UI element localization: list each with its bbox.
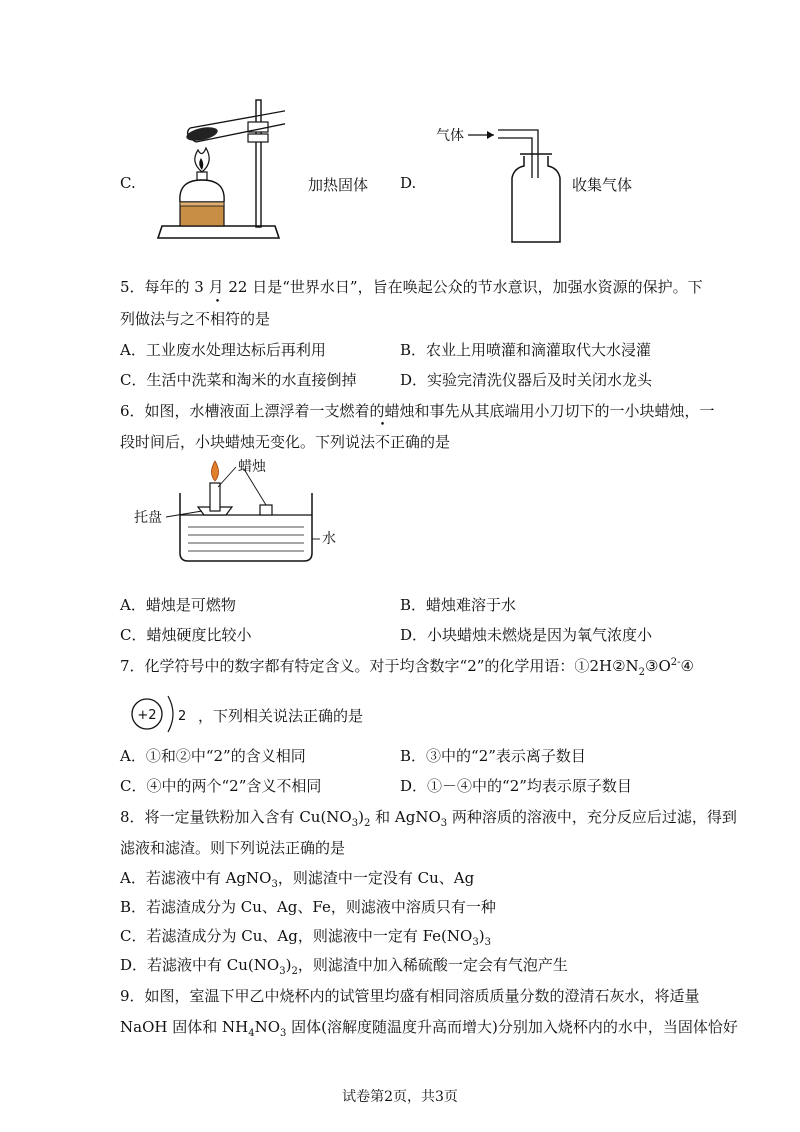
electron-count: 2	[178, 709, 187, 724]
q6-option-a: A．蜡烛是可燃物	[120, 596, 236, 614]
q5-option-b: B．农业上用喷灌和滴灌取代大水浸灌	[400, 341, 652, 359]
option-c-caption: 加热固体	[308, 176, 369, 194]
q8-line2: 滤液和滤渣。则下列说法正确的是	[120, 839, 346, 857]
q5-option-d: D．实验完清洗仪器后及时关闭水龙头	[400, 371, 653, 389]
q5-option-c: C．生活中洗菜和淘米的水直接倒掉	[120, 371, 357, 389]
q5-line1: 5．每年的 3 月 22 日是“世界水日”，旨在唤起公众的节水意识，加强水资源的保护。下	[120, 278, 703, 296]
q7-line1-text: 7．化学符号中的数字都有特定含义。对于均含数字“2”的化学用语：①	[120, 657, 590, 675]
q7-circle-4: ④	[680, 657, 694, 675]
candle-water-tank-figure	[132, 455, 362, 570]
q8-option-c: C．若滤渣成分为 Cu、Ag，则滤液中一定有 $Fe(NO_3)_3$	[120, 927, 491, 948]
page-footer: 试卷第2页，共3页	[342, 1089, 458, 1105]
q5-option-a: A．工业废水处理达标后再利用	[120, 341, 326, 359]
q8-option-a: A．若滤液中有 AgNO$_3$，则滤渣中一定没有 Cu、Ag	[120, 869, 475, 890]
option-c-letter: C.	[120, 174, 136, 192]
gas-label: 气体	[436, 128, 464, 144]
gas-collection-figure	[432, 120, 572, 246]
nucleus-charge: +2	[137, 708, 157, 723]
q7-circle-2: ②	[612, 657, 626, 675]
q9-line1: 9．如图，室温下甲乙中烧杯内的试管里均盛有相同溶质质量分数的澄清石灰水，将适量	[120, 987, 700, 1005]
q8-line1: 8．将一定量铁粉加入含有 $Cu(NO_3)_2$ 和 AgNO$_3$ 两种溶质的溶液中，充分反应后过滤，得到	[120, 808, 737, 829]
q7-formula-1: 2H	[589, 657, 613, 675]
q7-formula-2: $N_2$	[625, 657, 646, 678]
q5-emphasis: 不相符	[195, 310, 241, 328]
q7-option-a: A．①和②中“2”的含义相同	[120, 747, 306, 765]
heating-apparatus-figure	[150, 92, 285, 242]
q7-line1	[120, 655, 694, 678]
q6-line2	[120, 431, 450, 452]
candle-label: 蜡烛	[238, 459, 266, 475]
q7-circle-3: ③	[645, 657, 659, 675]
q6-line2-post: 正确的是	[390, 433, 451, 451]
q7-option-c: C．④中的两个“2”含义不相同	[120, 777, 322, 795]
q6-emphasis: 不	[375, 433, 391, 451]
tray-label: 托盘	[134, 510, 162, 526]
q6-option-c: C．蜡烛硬度比较小	[120, 626, 252, 644]
q7-option-d: D．①－④中的“2”均表示原子数目	[400, 777, 632, 795]
option-d-caption: 收集气体	[572, 176, 633, 194]
q5-line2-post: 的是	[240, 310, 271, 328]
q5-line2	[120, 308, 270, 329]
q6-option-b: B．蜡烛难溶于水	[400, 596, 517, 614]
q7-formula-3: $O^{2-}$	[658, 657, 681, 675]
q7-option-b: B．③中的“2”表示离子数目	[400, 747, 586, 765]
q9-line2: NaOH 固体和 $NH_4NO_3$ 固体(溶解度随温度升高而增大)分别加入烧杯内的水中，当固体恰好	[120, 1018, 738, 1039]
water-label: 水	[322, 531, 336, 547]
option-d-letter: D.	[400, 174, 417, 192]
atom-structure-diagram	[128, 692, 194, 736]
q6-line1: 6．如图，水槽液面上漂浮着一支燃着的蜡烛和事先从其底端用小刀切下的一小块蜡烛，一	[120, 402, 715, 420]
q5-line2-pre: 列做法与之	[120, 310, 196, 328]
q6-line2-pre: 段时间后，小块蜡烛无变化。下列说法	[120, 433, 376, 451]
q8-option-b: B．若滤渣成分为 Cu、Ag、Fe，则滤液中溶质只有一种	[120, 898, 496, 916]
q7-line2: ，下列相关说法正确的是	[198, 707, 364, 725]
q6-option-d: D．小块蜡烛未燃烧是因为氧气浓度小	[400, 626, 653, 644]
q8-option-d: D．若滤液中有 $Cu(NO_3)_2$，则滤渣中加入稀硫酸一定会有气泡产生	[120, 956, 568, 977]
